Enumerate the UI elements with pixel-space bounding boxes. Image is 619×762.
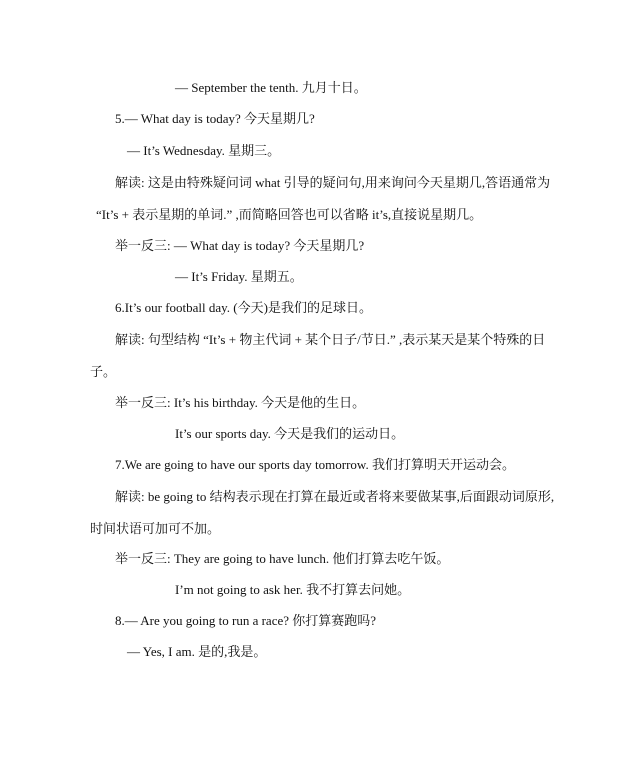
item-6-sentence: 6.It’s our football day. (今天)是我们的足球日。 — [115, 300, 372, 315]
item-5-example-question: 举一反三: — What day is today? 今天星期几? — [115, 238, 365, 253]
item-8-question: 8.— Are you going to run a race? 你打算赛跑吗? — [115, 613, 377, 628]
item-8-answer: — Yes, I am. 是的,我是。 — [127, 644, 267, 659]
item-5-question: 5.— What day is today? 今天星期几? — [115, 111, 315, 126]
item-5-example-answer: — It’s Friday. 星期五。 — [175, 269, 303, 284]
item-7-explanation-line-2: 时间状语可加可不加。 — [90, 521, 221, 536]
item-6-explanation-line-1: 解读: 句型结构 “It’s + 物主代词 + 某个日子/节日.” ,表示某天是某个特殊的日 — [115, 332, 546, 347]
item-5-answer: — It’s Wednesday. 星期三。 — [127, 143, 281, 158]
item-5-explanation-line-2: “It’s + 表示星期的单词.” ,而简略回答也可以省略 it’s,直接说星期几。 — [96, 207, 483, 222]
item-7-explanation-line-1: 解读: be going to 结构表示现在打算在最近或者将来要做某事,后面跟动词原形, — [115, 489, 555, 504]
item-6-example-1: 举一反三: It’s his birthday. 今天是他的生日。 — [115, 395, 366, 410]
item-5-explanation-line-1: 解读: 这是由特殊疑问词 what 引导的疑问句,用来询问今天星期几,答语通常为 — [115, 175, 551, 190]
item-7-sentence: 7.We are going to have our sports day tomorrow. 我们打算明天开运动会。 — [115, 457, 515, 472]
item-6-example-2: It’s our sports day. 今天是我们的运动日。 — [175, 426, 405, 441]
item-7-example-1: 举一反三: They are going to have lunch. 他们打算去吃午饭。 — [115, 551, 450, 566]
item-7-example-2: I’m not going to ask her. 我不打算去问她。 — [175, 582, 411, 597]
answer-september-tenth: — September the tenth. 九月十日。 — [175, 80, 367, 95]
item-6-explanation-line-2: 子。 — [90, 364, 117, 379]
